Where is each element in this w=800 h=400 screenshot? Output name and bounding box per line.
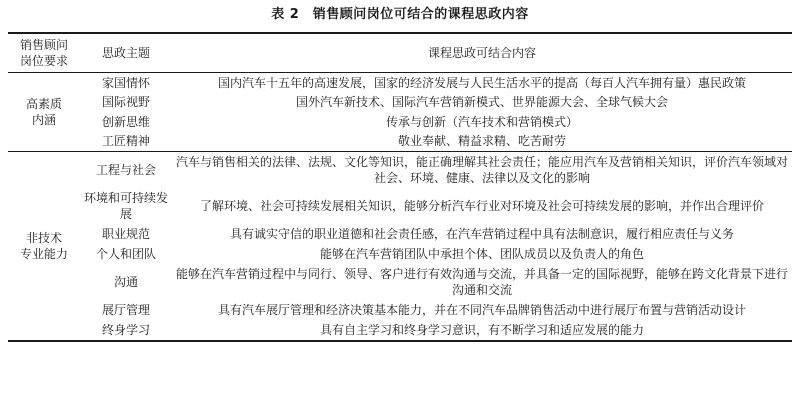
table-row bbox=[8, 320, 792, 341]
table-row bbox=[8, 93, 792, 113]
header-content-label: 课程思政可结合内容 bbox=[427, 46, 536, 60]
table-row bbox=[8, 300, 792, 320]
theme-cell: 环境和可持续发展 bbox=[84, 191, 169, 221]
theme-cell: 国际视野 bbox=[101, 95, 150, 110]
content-cell: 国内汽车十五年的高速发展，国家的经济发展与人民生活水平的提高（每百人汽车拥有量）惠民政策 bbox=[217, 75, 746, 90]
header-theme-label: 思政主题 bbox=[101, 46, 150, 60]
table-row bbox=[8, 112, 792, 132]
content-cell: 能够在汽车营销过程中与同行、领导、客户进行有效沟通与交流，并具备一定的国际视野，能够在跨文化背景下进行沟通和交流 bbox=[176, 267, 789, 297]
content-cell: 国外汽车新技术、国际汽车营销新模式、世界能源大会、全球气候大会 bbox=[295, 95, 668, 110]
theme-cell: 工程与社会 bbox=[95, 163, 156, 177]
theme-cell: 终身学习 bbox=[101, 323, 150, 337]
category-label: 非技术 专业能力 bbox=[19, 231, 68, 261]
group-high-quality bbox=[8, 73, 792, 152]
category-cell bbox=[8, 152, 80, 342]
content-cell: 了解环境、社会可持续发展相关知识，能够分析汽车行业对环境及社会可持续发展的影响，并作出合理评价 bbox=[199, 199, 764, 213]
table-row bbox=[8, 224, 792, 244]
category-cell bbox=[8, 73, 80, 152]
header-job-requirement bbox=[8, 33, 80, 73]
theme-cell: 个人和团队 bbox=[95, 247, 156, 261]
category-label: 高素质 内涵 bbox=[25, 97, 62, 127]
theme-cell: 职业规范 bbox=[101, 227, 150, 241]
table-row bbox=[8, 152, 792, 189]
content-cell: 敬业奉献、精益求精、吃苦耐劳 bbox=[397, 134, 566, 149]
content-cell: 能够在汽车营销团队中承担个体、团队成员以及负责人的角色 bbox=[319, 247, 644, 261]
theme-cell: 展厅管理 bbox=[101, 303, 150, 317]
course-content-table bbox=[8, 32, 792, 342]
header-content bbox=[172, 33, 792, 73]
theme-cell: 家国情怀 bbox=[101, 75, 150, 90]
theme-cell: 创新思维 bbox=[101, 114, 150, 129]
content-cell: 传承与创新（汽车技术和营销模式） bbox=[385, 114, 578, 129]
table-row bbox=[8, 264, 792, 300]
table-row bbox=[8, 73, 792, 93]
content-cell: 具有汽车展厅管理和经济决策基本能力，并在不同汽车品牌销售活动中进行展厅布置与营销活动设计 bbox=[217, 303, 746, 317]
table-header-row bbox=[8, 33, 792, 73]
header-theme bbox=[80, 33, 172, 73]
header-job-requirement-label: 销售顾问 岗位要求 bbox=[19, 38, 68, 68]
content-cell: 具有诚实守信的职业道德和社会责任感，在汽车营销过程中具有法制意识，履行相应责任与义务 bbox=[229, 227, 734, 241]
content-cell: 汽车与销售相关的法律、法规、文化等知识，能正确理解其社会责任；能应用汽车及营销相关知识，评价汽车领域对社会、环境、健康、法律以及文化的影响 bbox=[176, 155, 789, 185]
table-caption: 表 2 销售顾问岗位可结合的课程思政内容 bbox=[271, 7, 529, 22]
table-row bbox=[8, 188, 792, 224]
content-cell: 具有自主学习和终身学习意识，有不断学习和适应发展的能力 bbox=[319, 323, 644, 337]
table-row bbox=[8, 244, 792, 264]
theme-cell: 沟通 bbox=[113, 275, 138, 289]
table-row bbox=[8, 132, 792, 152]
theme-cell: 工匠精神 bbox=[101, 134, 150, 149]
group-non-technical bbox=[8, 152, 792, 342]
